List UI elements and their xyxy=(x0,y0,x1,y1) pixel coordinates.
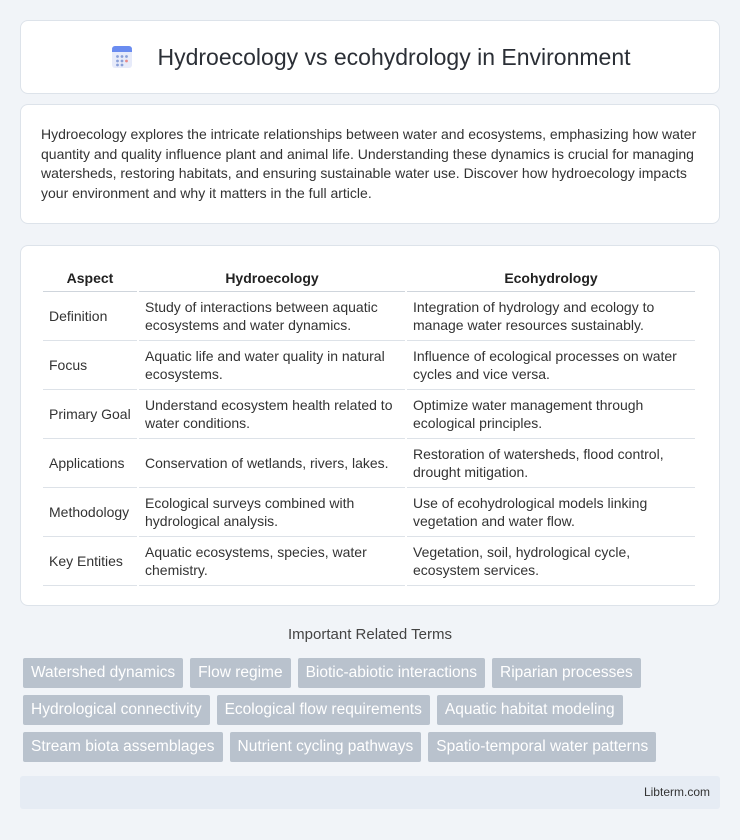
related-term-tag[interactable]: Aquatic habitat modeling xyxy=(437,695,623,725)
ecohydrology-cell: Restoration of watersheds, flood control, drought mitigation. xyxy=(407,439,695,488)
table-row xyxy=(43,390,695,439)
aspect-cell: Focus xyxy=(43,341,137,390)
related-terms-list xyxy=(23,658,723,769)
related-term-tag[interactable]: Watershed dynamics xyxy=(23,658,183,688)
table-row xyxy=(43,537,695,586)
footer-site-link[interactable]: Libterm.com xyxy=(643,785,710,799)
hydroecology-cell: Conservation of wetlands, rivers, lakes. xyxy=(139,439,405,488)
related-terms-title: Important Related Terms xyxy=(288,626,452,643)
table-row xyxy=(43,292,695,341)
table-row xyxy=(43,439,695,488)
related-term-tag[interactable]: Flow regime xyxy=(190,658,290,688)
comparison-table xyxy=(41,264,697,586)
related-term-tag[interactable]: Nutrient cycling pathways xyxy=(230,732,422,762)
aspect-cell: Key Entities xyxy=(43,537,137,586)
related-term-tag[interactable]: Stream biota assemblages xyxy=(23,732,223,762)
hydroecology-cell: Aquatic life and water quality in natural ecosystems. xyxy=(139,341,405,390)
intro-text: Hydroecology explores the intricate relationships between water and ecosystems, emphasizing how water quantity and quality influence plant and animal life. Understanding these dynamics is crucial for managing watersheds, restoring habitats, and ensuring sustainable water use. Discover how hydroecology impacts your environment and why it matters in the full article. xyxy=(41,126,697,201)
document-icon xyxy=(109,44,135,70)
related-term-tag[interactable]: Biotic-abiotic interactions xyxy=(298,658,485,688)
ecohydrology-cell: Use of ecohydrological models linking vegetation and water flow. xyxy=(407,488,695,537)
related-term-tag[interactable]: Hydrological connectivity xyxy=(23,695,210,725)
tag-row xyxy=(23,658,723,688)
hydroecology-cell: Ecological surveys combined with hydrological analysis. xyxy=(139,488,405,537)
intro-card xyxy=(20,104,720,224)
table-row xyxy=(43,488,695,537)
title-card xyxy=(20,20,720,94)
page-title: Hydroecology vs ecohydrology in Environment xyxy=(157,43,631,70)
aspect-cell: Definition xyxy=(43,292,137,341)
aspect-cell: Primary Goal xyxy=(43,390,137,439)
table-row xyxy=(43,341,695,390)
related-term-tag[interactable]: Riparian processes xyxy=(492,658,641,688)
ecohydrology-cell: Influence of ecological processes on water cycles and vice versa. xyxy=(407,341,695,390)
ecohydrology-cell: Vegetation, soil, hydrological cycle, ecosystem services. xyxy=(407,537,695,586)
hydroecology-cell: Understand ecosystem health related to water conditions. xyxy=(139,390,405,439)
header-hydroecology: Hydroecology xyxy=(139,264,405,292)
header-ecohydrology: Ecohydrology xyxy=(407,264,695,292)
table-header-row xyxy=(43,264,695,292)
tag-row xyxy=(23,732,723,762)
ecohydrology-cell: Integration of hydrology and ecology to manage water resources sustainably. xyxy=(407,292,695,341)
footer xyxy=(20,776,720,809)
related-term-tag[interactable]: Ecological flow requirements xyxy=(217,695,430,725)
tag-row xyxy=(23,695,723,725)
hydroecology-cell: Aquatic ecosystems, species, water chemistry. xyxy=(139,537,405,586)
hydroecology-cell: Study of interactions between aquatic ecosystems and water dynamics. xyxy=(139,292,405,341)
comparison-card xyxy=(20,245,720,606)
related-term-tag[interactable]: Spatio-temporal water patterns xyxy=(428,732,656,762)
ecohydrology-cell: Optimize water management through ecological principles. xyxy=(407,390,695,439)
aspect-cell: Methodology xyxy=(43,488,137,537)
header-aspect: Aspect xyxy=(43,264,137,292)
aspect-cell: Applications xyxy=(43,439,137,488)
